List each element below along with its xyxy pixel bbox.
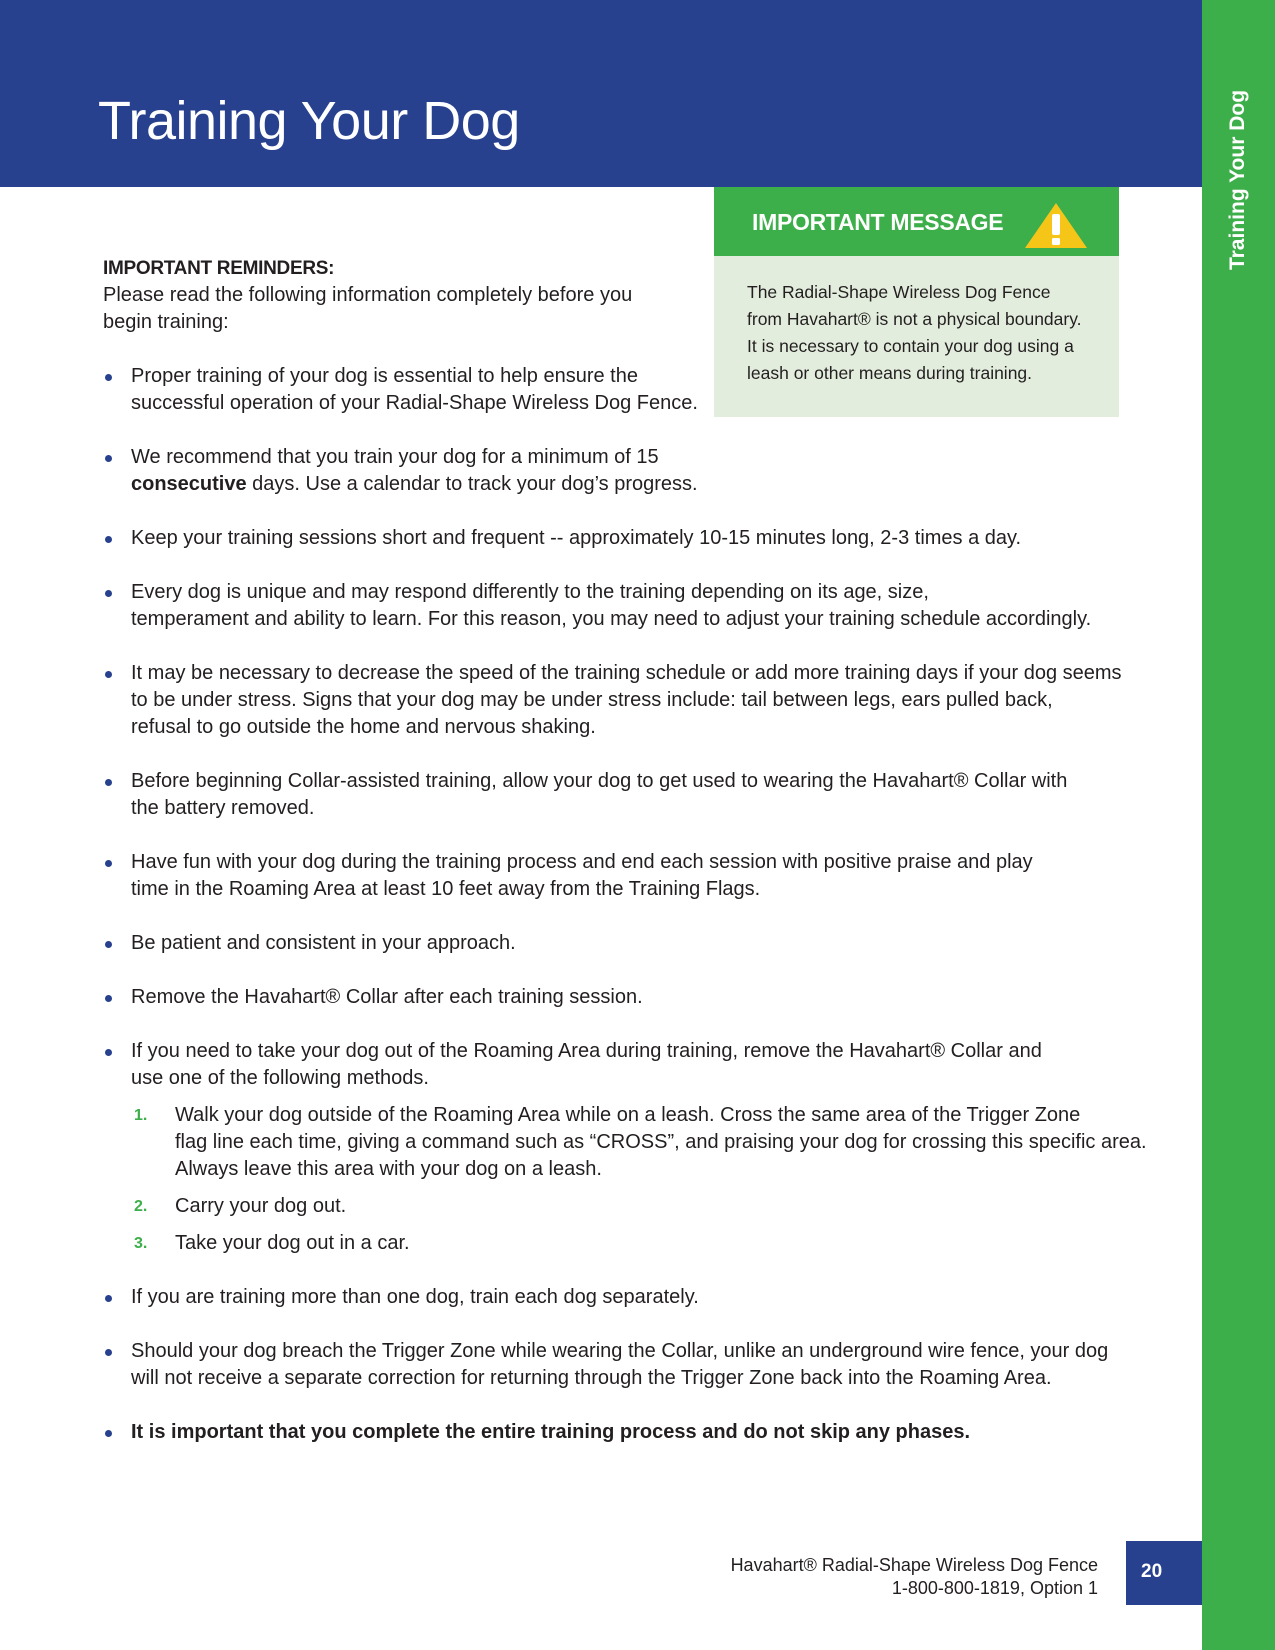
item-text: refusal to go outside the home and nervous shaking. <box>131 716 596 738</box>
section-side-tab <box>1202 0 1275 1650</box>
item-text: It may be necessary to decrease the speed of the training schedule or add more training days if your dog seems <box>131 662 1122 684</box>
method-number: 1. <box>134 1107 148 1124</box>
item-text: Proper training of your dog is essential to help ensure the <box>131 365 638 387</box>
footer-info <box>731 1554 1098 1600</box>
list-item <box>103 849 1153 903</box>
page-number-box <box>1126 1541 1202 1605</box>
removal-methods-list <box>131 1102 1153 1257</box>
message-line: The Radial-Shape Wireless Dog Fence <box>747 282 1051 302</box>
list-item <box>103 363 1153 417</box>
reminders-title: IMPORTANT REMINDERS: <box>103 258 335 279</box>
message-title: IMPORTANT MESSAGE <box>752 209 1004 235</box>
list-item <box>103 930 1153 957</box>
item-text: flag line each time, giving a command such as “CROSS”, and praising your dog for crossing this specific area. <box>175 1131 1147 1153</box>
footer-phone: 1-800-800-1819, Option 1 <box>891 1578 1098 1598</box>
item-text: use one of the following methods. <box>131 1067 429 1089</box>
list-item <box>103 579 1153 633</box>
item-text: the battery removed. <box>131 797 315 819</box>
page-title: Training Your Dog <box>98 91 520 151</box>
warning-icon <box>1023 201 1089 249</box>
method-item <box>131 1102 1153 1183</box>
list-item <box>103 525 1153 552</box>
item-text: Before beginning Collar-assisted training, allow your dog to get used to wearing the Havahart® Collar with <box>131 770 1068 792</box>
item-text: If you need to take your dog out of the Roaming Area during training, remove the Havahart® Collar and <box>131 1040 1042 1062</box>
intro-line: Please read the following information completely before you <box>103 284 633 306</box>
item-text: Be patient and consistent in your approach. <box>131 932 516 954</box>
item-text: Carry your dog out. <box>175 1195 347 1217</box>
method-item <box>131 1193 1153 1220</box>
method-number: 2. <box>134 1198 148 1215</box>
emphasis-text: consecutive <box>131 473 247 495</box>
item-text: time in the Roaming Area at least 10 feet away from the Training Flags. <box>131 878 761 900</box>
item-text: will not receive a separate correction for returning through the Trigger Zone back into the Roaming Area. <box>131 1367 1052 1389</box>
message-line: leash or other means during training. <box>747 363 1033 383</box>
page-header <box>0 0 1202 187</box>
intro-line: begin training: <box>103 311 229 333</box>
method-item <box>131 1230 1153 1257</box>
list-item <box>103 444 1153 498</box>
item-text: temperament and ability to learn. For this reason, you may need to adjust your training schedule accordingly. <box>131 608 1092 630</box>
side-tab-label: Training Your Dog <box>1226 89 1249 271</box>
reminders-intro <box>103 282 1153 336</box>
message-line: It is necessary to contain your dog using a <box>747 336 1074 356</box>
list-item <box>103 1338 1153 1392</box>
message-line: from Havahart® is not a physical boundary. <box>747 309 1082 329</box>
list-item <box>103 660 1153 741</box>
item-text <box>131 471 1153 498</box>
page-number: 20 <box>1141 1561 1163 1582</box>
reminders-list <box>103 363 1153 1446</box>
item-text: Keep your training sessions short and frequent -- approximately 10-15 minutes long, 2-3 times a day. <box>131 527 1022 549</box>
item-text: It is important that you complete the entire training process and do not skip any phases. <box>131 1421 971 1443</box>
list-item <box>103 984 1153 1011</box>
message-header <box>714 187 1119 256</box>
item-text: Should your dog breach the Trigger Zone while wearing the Collar, unlike an underground wire fence, your dog <box>131 1340 1109 1362</box>
item-text: Always leave this area with your dog on a leash. <box>175 1158 602 1180</box>
item-text: Remove the Havahart® Collar after each training session. <box>131 986 643 1008</box>
item-text: Take your dog out in a car. <box>175 1232 410 1254</box>
item-text: days. Use a calendar to track your dog’s progress. <box>246 473 698 495</box>
list-item <box>103 1419 1153 1446</box>
item-text: Walk your dog outside of the Roaming Area while on a leash. Cross the same area of the Trigger Zone <box>175 1104 1081 1126</box>
method-number: 3. <box>134 1235 148 1252</box>
item-text: to be under stress. Signs that your dog may be under stress include: tail between legs, ears pulled back, <box>131 689 1053 711</box>
item-text: We recommend that you train your dog for a minimum of 15 <box>131 446 659 468</box>
list-item <box>103 1284 1153 1311</box>
item-text: successful operation of your Radial-Shape Wireless Dog Fence. <box>131 392 698 414</box>
reminders-section <box>103 255 1153 1446</box>
item-text: If you are training more than one dog, train each dog separately. <box>131 1286 699 1308</box>
list-item <box>103 768 1153 822</box>
item-text: Have fun with your dog during the training process and end each session with positive praise and play <box>131 851 1033 873</box>
item-text: Every dog is unique and may respond differently to the training depending on its age, size, <box>131 581 929 603</box>
footer-product: Havahart® Radial-Shape Wireless Dog Fence <box>730 1555 1098 1575</box>
list-item <box>103 1038 1153 1257</box>
